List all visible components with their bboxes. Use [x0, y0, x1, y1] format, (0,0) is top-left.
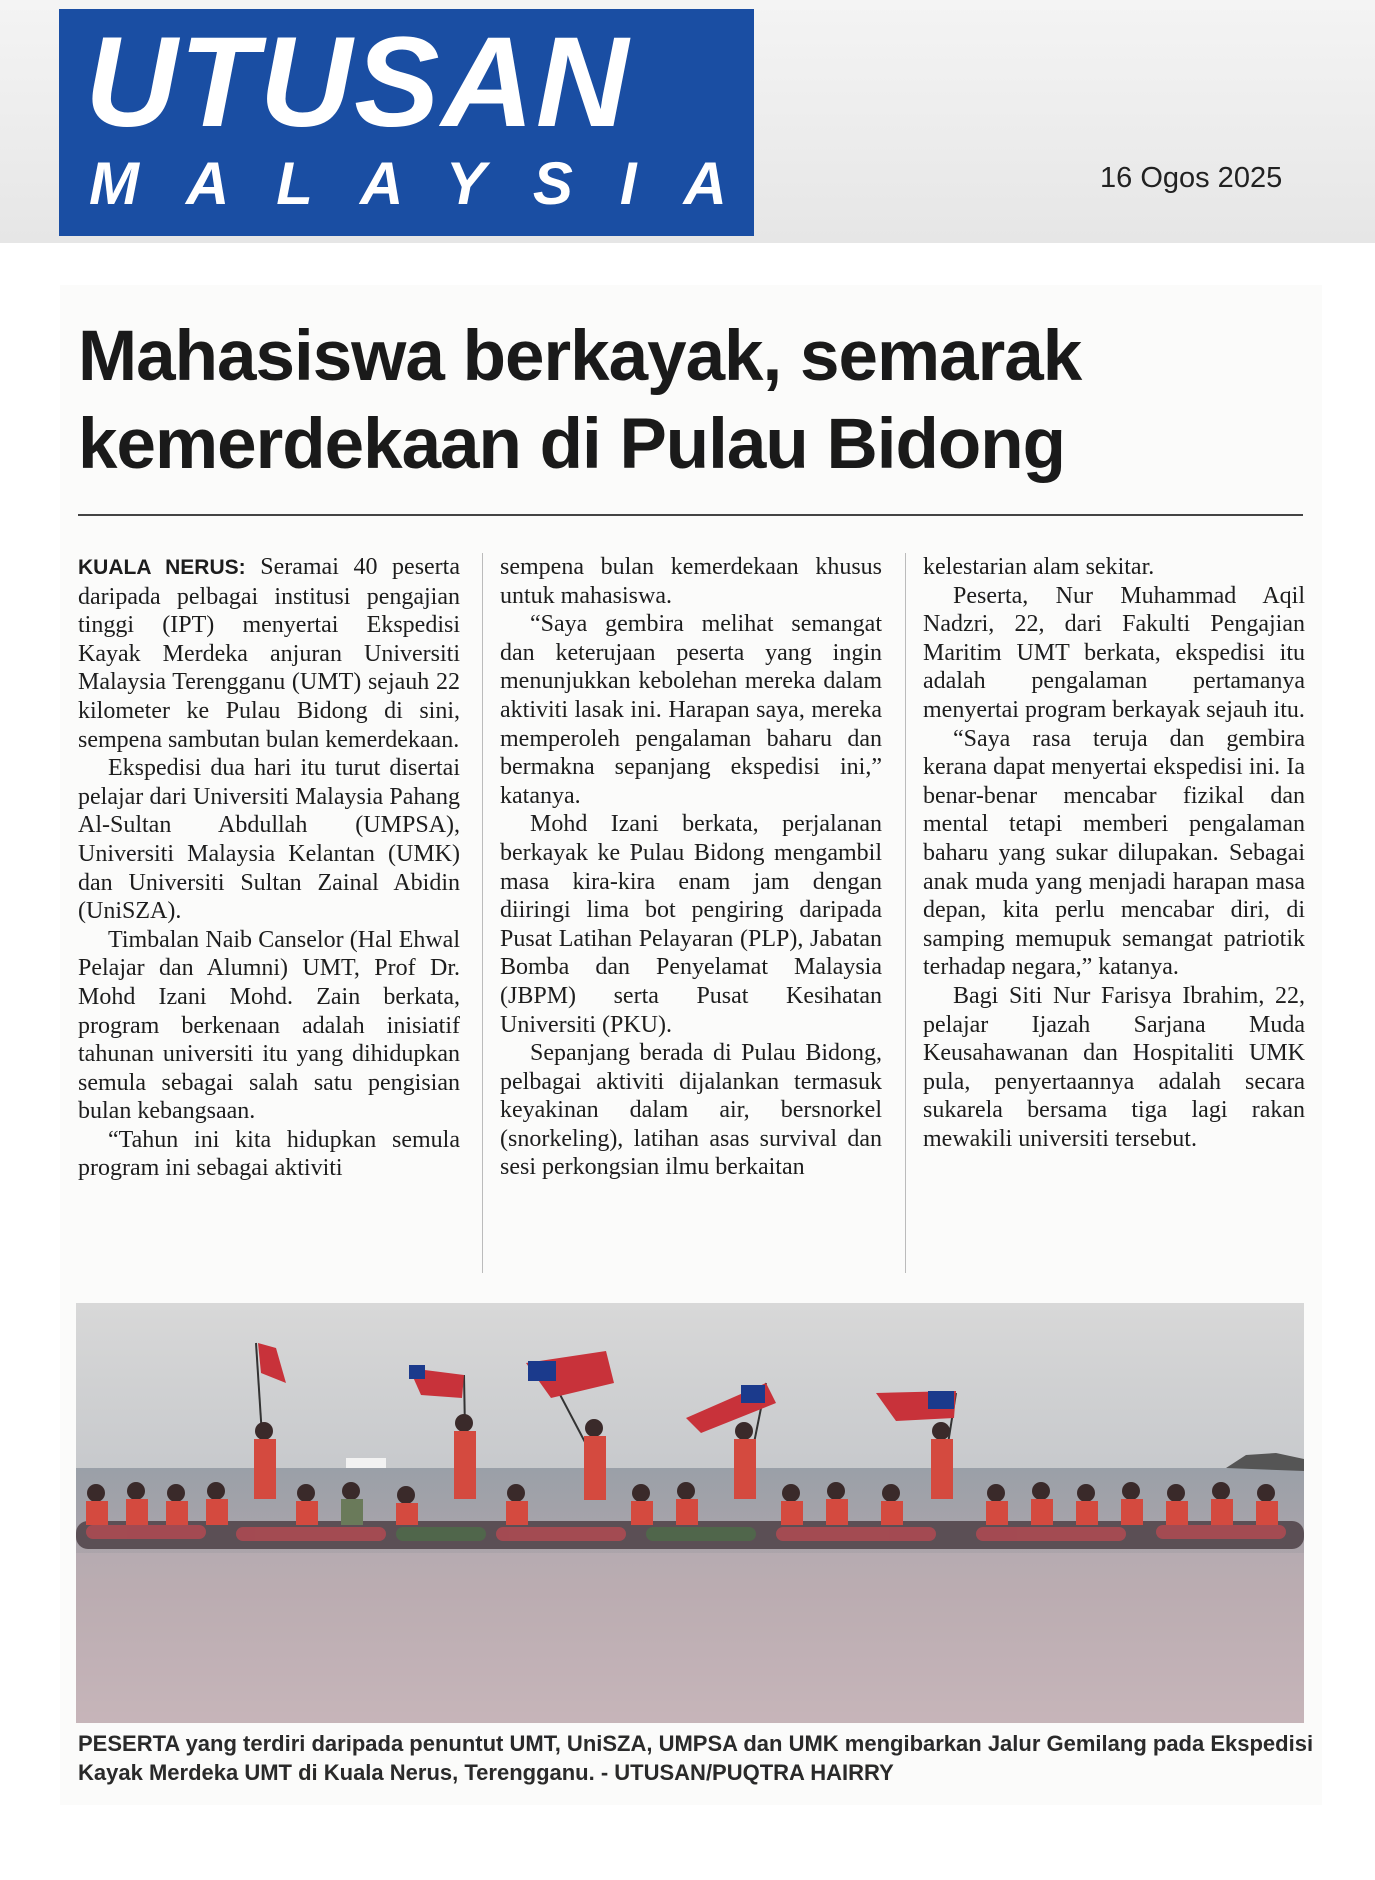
column-divider	[905, 553, 906, 1273]
photo-illustration	[76, 1303, 1304, 1723]
utusan-malaysia-logo[interactable]	[59, 9, 774, 236]
newspaper-clipping	[60, 285, 1322, 1805]
paragraph: “Saya gembira melihat semangat dan keterujaan peserta yang ingin menunjukkan kebolehan mereka dalam aktiviti lasak ini. Harapan saya, mereka memperoleh pengalaman baharu dan bermakna sepanjang ekspedisi ini,” katanya.	[500, 611, 882, 809]
publication-date: 16 Ogos 2025	[1100, 162, 1283, 194]
paragraph: Bagi Siti Nur Farisya Ibrahim, 22, pelajar Ijazah Sarjana Muda Keusahawanan dan Hospitaliti UMK pula, penyertaannya adalah secara sukarela bersama tiga lagi rakan mewakili universiti tersebut.	[923, 982, 1305, 1152]
article-headline	[78, 313, 1318, 489]
paragraph: kelestarian alam sekitar.	[923, 554, 1155, 580]
paragraph: sempena bulan kemerdekaan khusus untuk mahasiswa.	[500, 554, 882, 609]
column-divider	[482, 553, 483, 1273]
paragraph: Mohd Izani berkata, perjalanan berkayak ke Pulau Bidong mengambil masa kira-kira enam jam dengan diiringi lima bot pengiring daripada Pusat Latihan Pelayaran (PLP), Jabatan Bomba dan Penyelamat Malaysia (JBPM) serta Pusat Kesihatan Universiti (PKU).	[500, 811, 882, 1038]
paragraph: Ekspedisi dua hari itu turut disertai pelajar dari Universiti Malaysia Pahang Al-Sultan Abdullah (UMPSA), Universiti Malaysia Kelantan (UMK) dan Universiti Sultan Zainal Abidin (UniSZA).	[78, 755, 460, 925]
logo-wordmark-malaysia: MALAYSIA	[89, 150, 774, 217]
logo-wordmark-utusan: UTUSAN	[85, 11, 631, 154]
article-column-2	[500, 553, 882, 1182]
headline-rule	[78, 514, 1303, 516]
paragraph: Sepanjang berada di Pulau Bidong, pelbagai aktiviti dijalankan termasuk keyakinan dalam air, bersnorkel (snorkeling), latihan asas survival dan sesi perkongsian ilmu berkaitan	[500, 1040, 882, 1181]
photo-caption: PESERTA yang terdiri daripada penuntut UMT, UniSZA, UMPSA dan UMK mengibarkan Jalur Gemilang pada Ekspedisi Kayak Merdeka UMT di Kuala Nerus, Terengganu. - UTUSAN/PUQTRA HAIRRY	[78, 1731, 1314, 1785]
byline-location: KUALA NERUS:	[78, 556, 246, 579]
paragraph: “Tahun ini kita hidupkan semula program ini sebagai aktiviti	[78, 1126, 460, 1182]
headline-line-2: kemerdekaan di Pulau Bidong	[78, 405, 1065, 484]
headline-line-1: Mahasiswa berkayak, semarak	[78, 317, 1082, 396]
kayak-expedition-photo	[76, 1303, 1304, 1723]
article-column-1	[78, 553, 460, 1183]
paragraph: “Saya rasa teruja dan gembira kerana dapat menyertai ekspedisi ini. Ia benar-benar mencabar fizikal dan mental tetapi memberi pengalaman baharu yang sukar dilupakan. Sebagai anak muda yang menjadi harapan masa depan, kita perlu mencabar diri, di samping memupuk semangat patriotik terhadap negara,” katanya.	[923, 725, 1305, 981]
article-column-3	[923, 553, 1305, 1153]
paragraph: Peserta, Nur Muhammad Aqil Nadzri, 22, dari Fakulti Pengajian Maritim UMT berkata, ekspedisi itu adalah pengalaman pertamanya menyertai program berkayak sejauh itu.	[923, 582, 1305, 723]
paragraph: Timbalan Naib Canselor (Hal Ehwal Pelajar dan Alumni) UMT, Prof Dr. Mohd Izani Mohd. Zain berkata, program berkenaan adalah inisiatif tahunan universiti itu yang dihidupkan semula sebagai salah satu pengisian bulan kebangsaan.	[78, 926, 460, 1125]
paragraph: Seramai 40 peserta daripada pelbagai institusi pengajian tinggi (IPT) menyertai Ekspedisi Kayak Merdeka anjuran Universiti Malaysia Terengganu (UMT) sejauh 22 kilometer ke Pulau Bidong di sini, sempena sambutan bulan kemerdekaan.	[78, 554, 460, 753]
